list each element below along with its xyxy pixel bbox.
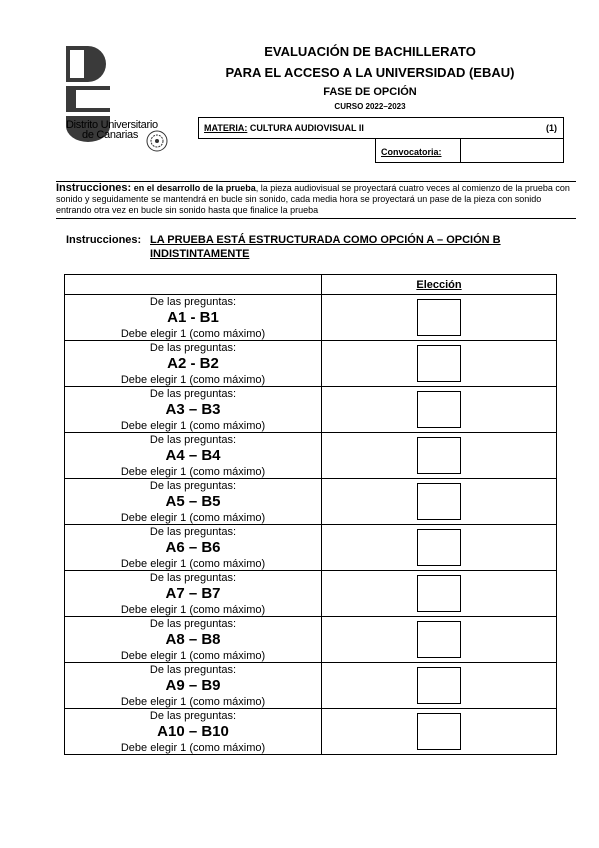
row-pair: A10 – B10 xyxy=(157,722,229,740)
table-row xyxy=(65,295,557,341)
row-pre: De las preguntas: xyxy=(149,663,237,676)
row-pre: De las preguntas: xyxy=(149,525,237,538)
choice-box[interactable] xyxy=(417,529,461,566)
row-pair: A1 - B1 xyxy=(167,308,219,326)
row-post: Debe elegir 1 (como máximo) xyxy=(120,327,266,340)
convocatoria-label: Convocatoria: xyxy=(381,147,442,157)
choice-box[interactable] xyxy=(417,621,461,658)
row-pair: A6 – B6 xyxy=(165,538,221,556)
row-pair: A3 – B3 xyxy=(165,400,221,418)
instructions-bold: en el desarrollo de la prueba xyxy=(133,183,256,193)
row-post: Debe elegir 1 (como máximo) xyxy=(120,741,266,754)
table-row xyxy=(65,617,557,663)
header-title1: EVALUACIÓN DE BACHILLERATO xyxy=(264,44,476,59)
row-post: Debe elegir 1 (como máximo) xyxy=(120,373,266,386)
row-pair: A8 – B8 xyxy=(165,630,221,648)
logo-line1: Distrito Universitario xyxy=(66,119,158,131)
header-phase: FASE DE OPCIÓN xyxy=(323,86,417,98)
row-post: Debe elegir 1 (como máximo) xyxy=(120,603,266,616)
row-pair: A5 – B5 xyxy=(165,492,221,510)
choice-box[interactable] xyxy=(417,483,461,520)
row-post: Debe elegir 1 (como máximo) xyxy=(120,649,266,662)
table-row xyxy=(65,663,557,709)
materia-number: (1) xyxy=(546,123,557,133)
table-row xyxy=(65,525,557,571)
structure-label: Instrucciones: xyxy=(66,234,142,246)
row-pre: De las preguntas: xyxy=(149,387,237,400)
row-pair: A4 – B4 xyxy=(165,446,221,464)
table-row xyxy=(65,433,557,479)
choice-box[interactable] xyxy=(417,345,461,382)
table-row xyxy=(65,571,557,617)
structure-text: LA PRUEBA ESTÁ ESTRUCTURADA COMO OPCIÓN A – OPCIÓN B INDISTINTAMENTE xyxy=(150,234,501,260)
choice-box[interactable] xyxy=(417,391,461,428)
convocatoria-box xyxy=(375,139,564,163)
header-eleccion: Elección xyxy=(322,275,557,295)
row-post: Debe elegir 1 (como máximo) xyxy=(120,557,266,570)
header-title2: PARA EL ACCESO A LA UNIVERSIDAD (EBAU) xyxy=(225,65,515,80)
row-pre: De las preguntas: xyxy=(149,433,237,446)
header-left xyxy=(65,275,322,295)
row-post: Debe elegir 1 (como máximo) xyxy=(120,695,266,708)
instructions-text: , la pieza audiovisual se proyectará cuatro veces al comienzo de la prueba con sonido y seguidamente se mantendrá en bucle sin sonido, cada media hora se proyectará un pase de la pieza con sonido entrando otra vez en bucle sin sonido hasta que finalice la prueba xyxy=(56,183,570,215)
instructions-label: Instrucciones: xyxy=(56,182,132,194)
choice-box[interactable] xyxy=(417,713,461,750)
row-post: Debe elegir 1 (como máximo) xyxy=(120,465,266,478)
row-pre: De las preguntas: xyxy=(149,295,237,308)
row-pre: De las preguntas: xyxy=(149,571,237,584)
table-row xyxy=(65,709,557,755)
choice-box[interactable] xyxy=(417,667,461,704)
logo-line2: de Canarias xyxy=(82,129,139,141)
row-post: Debe elegir 1 (como máximo) xyxy=(120,511,266,524)
choice-box[interactable] xyxy=(417,575,461,612)
choice-box[interactable] xyxy=(417,437,461,474)
row-post: Debe elegir 1 (como máximo) xyxy=(120,419,266,432)
materia-box xyxy=(198,117,564,139)
table-row xyxy=(65,479,557,525)
seal-icon xyxy=(146,130,168,152)
row-pair: A2 - B2 xyxy=(167,354,219,372)
options-table xyxy=(64,274,557,755)
choice-box[interactable] xyxy=(417,299,461,336)
row-pair: A9 – B9 xyxy=(165,676,221,694)
row-pair: A7 – B7 xyxy=(165,584,221,602)
table-row xyxy=(65,387,557,433)
row-pre: De las preguntas: xyxy=(149,617,237,630)
table-header-row xyxy=(65,275,557,295)
materia-label: MATERIA: xyxy=(204,123,248,133)
row-pre: De las preguntas: xyxy=(149,341,237,354)
convocatoria-divider xyxy=(460,139,461,162)
row-pre: De las preguntas: xyxy=(149,709,237,722)
header-course: CURSO 2022–2023 xyxy=(334,102,406,111)
row-pre: De las preguntas: xyxy=(149,479,237,492)
instructions-block xyxy=(56,181,576,219)
table-row xyxy=(65,341,557,387)
materia-value: CULTURA AUDIOVISUAL II xyxy=(249,123,364,133)
